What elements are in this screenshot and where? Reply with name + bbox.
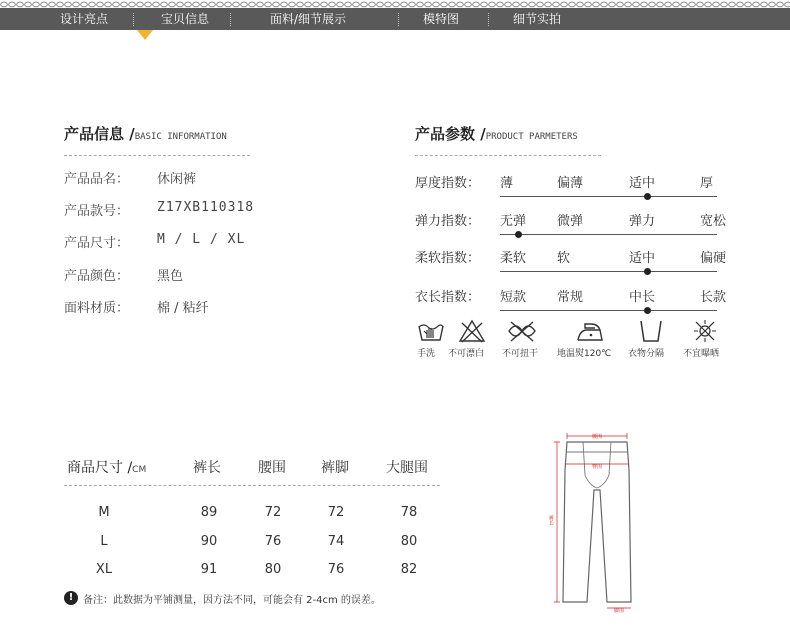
- nav-tab-product-info[interactable]: 宝贝信息: [161, 12, 210, 26]
- param-label: 厚度指数：: [415, 176, 481, 191]
- diagram-label-length: 裤长: [548, 515, 554, 525]
- param-option: 柔软: [500, 251, 527, 266]
- params-title: 产品参数 /: [415, 125, 486, 143]
- care-label-no-sun-dry: 不宜曝晒: [683, 349, 720, 359]
- nav-bar: [0, 8, 790, 30]
- param-option: 中长: [629, 290, 656, 305]
- params-section-title: [415, 123, 578, 144]
- param-option: 微弹: [557, 214, 584, 229]
- param-option: 厚: [700, 176, 714, 191]
- param-indicator: [644, 193, 651, 200]
- size-cell-value: 80: [264, 562, 282, 577]
- size-table-title-text: 商品尺寸 /: [67, 460, 133, 476]
- measurement-note: 备注：此数据为平铺测量，因方法不同，可能会有 2-4cm 的误差。: [83, 595, 381, 606]
- size-table-unit: CM: [132, 465, 147, 475]
- param-option: 短款: [500, 290, 527, 305]
- size-cell-value: 76: [264, 534, 282, 549]
- nav-tab-fabric-details[interactable]: 面料/细节展示: [270, 12, 347, 26]
- care-label-hand-wash: 手洗: [417, 349, 436, 359]
- info-value-size: M / L / XL: [157, 232, 246, 247]
- info-value-style-no: Z17XB110318: [157, 200, 255, 215]
- size-cell-size: XL: [95, 562, 113, 577]
- nav-separator: [133, 13, 134, 26]
- size-header-waist: 腰围: [258, 460, 286, 476]
- care-label-wash-separately: 衣物分隔: [628, 349, 665, 359]
- param-track: [500, 271, 717, 272]
- params-divider: [415, 155, 601, 156]
- param-option: 常规: [557, 290, 584, 305]
- size-cell-value: 72: [264, 505, 282, 520]
- no-wring-icon: [507, 318, 537, 344]
- param-option: 偏薄: [557, 176, 584, 191]
- size-cell-value: 72: [327, 505, 345, 520]
- info-subtitle: BASIC INFORMATION: [134, 132, 227, 142]
- nav-separator: [488, 13, 489, 26]
- param-track: [500, 310, 717, 311]
- param-label: 柔软指数：: [415, 251, 481, 266]
- params-subtitle: PRODUCT PARMETERS: [485, 132, 578, 142]
- size-header-thigh: 大腿围: [386, 460, 428, 476]
- info-value-color: 黑色: [157, 269, 184, 284]
- hand-wash-icon: [416, 318, 446, 344]
- diagram-label-thigh: 臀围: [591, 464, 603, 470]
- info-divider: [64, 155, 250, 156]
- care-label-no-wring: 不可扭干: [502, 349, 539, 359]
- size-header-hem: 裤脚: [321, 460, 349, 476]
- info-label-name: 产品品名：: [64, 172, 130, 187]
- length-measure-line: [554, 442, 560, 602]
- warning-icon: !: [64, 591, 78, 605]
- size-cell-size: L: [100, 534, 108, 549]
- size-table-divider: [64, 485, 440, 486]
- size-header-length: 裤长: [193, 460, 221, 476]
- param-option: 适中: [629, 251, 656, 266]
- no-sun-dry-icon: [690, 318, 720, 344]
- param-label: 弹力指数：: [415, 214, 481, 229]
- diagram-label-hem: 脚围: [613, 608, 625, 614]
- param-track: [500, 196, 717, 197]
- size-cell-value: 89: [200, 505, 218, 520]
- param-indicator: [644, 268, 651, 275]
- low-iron-icon: [575, 318, 605, 344]
- info-section-title: [64, 123, 227, 144]
- care-label-low-iron: 地温熨120℃: [557, 349, 612, 359]
- param-option: 长款: [700, 290, 727, 305]
- param-option: 适中: [629, 176, 656, 191]
- nav-separator: [230, 13, 231, 26]
- size-cell-value: 78: [400, 505, 418, 520]
- param-label: 衣长指数：: [415, 290, 481, 305]
- param-indicator: [515, 231, 522, 238]
- nav-tab-model-photos[interactable]: 模特图: [423, 12, 460, 26]
- param-option: 无弹: [500, 214, 527, 229]
- param-option: 薄: [500, 176, 514, 191]
- info-label-style-no: 产品款号：: [64, 204, 130, 219]
- param-option: 弹力: [629, 214, 656, 229]
- size-cell-value: 76: [327, 562, 345, 577]
- size-cell-value: 74: [327, 534, 345, 549]
- param-option: 宽松: [700, 214, 727, 229]
- size-cell-value: 80: [400, 534, 418, 549]
- diagram-label-waist: 腰围: [591, 434, 603, 440]
- active-tab-indicator: [137, 30, 153, 40]
- param-track: [500, 234, 717, 235]
- nav-separator: [398, 13, 399, 26]
- size-cell-value: 91: [200, 562, 218, 577]
- info-value-material: 棉 / 粘纤: [157, 301, 209, 316]
- size-table-title: [67, 457, 146, 477]
- info-title: 产品信息 /: [64, 125, 135, 143]
- param-option: 偏硬: [700, 251, 727, 266]
- size-cell-value: 90: [200, 534, 218, 549]
- info-label-size: 产品尺寸：: [64, 236, 130, 251]
- size-cell-size: M: [98, 505, 110, 520]
- wash-separately-icon: [636, 318, 666, 344]
- info-label-material: 面料材质：: [64, 301, 130, 316]
- no-bleach-icon: [457, 318, 487, 344]
- info-value-name: 休闲裤: [157, 172, 197, 187]
- care-label-no-bleach: 不可漂白: [448, 349, 485, 359]
- param-indicator: [644, 307, 651, 314]
- pants-measurement-diagram: [545, 430, 665, 615]
- nav-tab-design-highlights[interactable]: 设计亮点: [60, 12, 109, 26]
- info-label-color: 产品颜色：: [64, 269, 130, 284]
- size-cell-value: 82: [400, 562, 418, 577]
- nav-tab-detail-photos[interactable]: 细节实拍: [513, 12, 562, 26]
- param-option: 软: [557, 251, 571, 266]
